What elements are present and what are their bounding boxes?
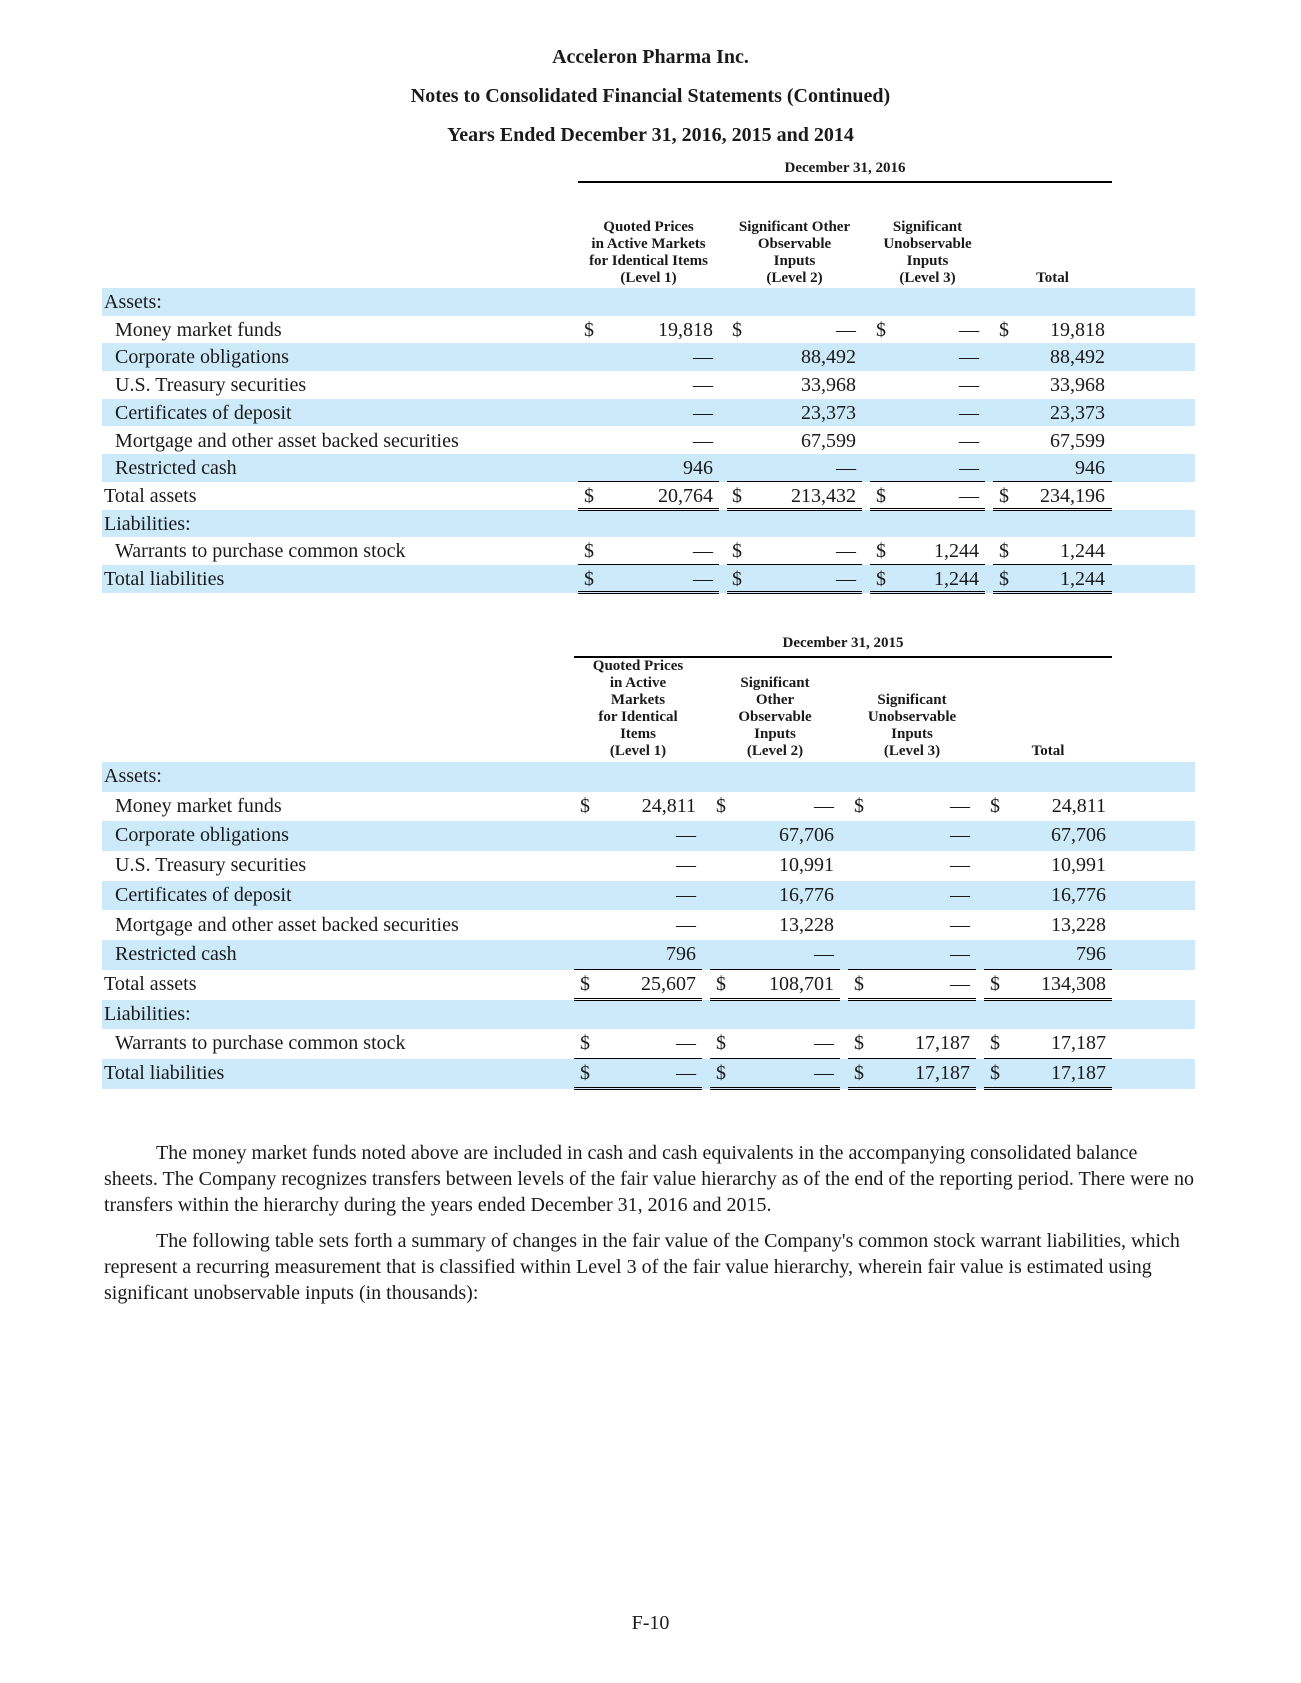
dollar-sign: $: [732, 540, 742, 563]
cell-value: 19,818: [658, 318, 713, 341]
cell-value: 108,701: [769, 972, 834, 995]
period-header: December 31, 2016: [578, 160, 1112, 183]
total-double-rule: [727, 508, 862, 511]
cell-value: 25,607: [641, 972, 696, 995]
cell-value: 24,811: [1051, 794, 1106, 817]
column-header-line: for Identical Items: [589, 253, 708, 269]
dollar-sign: $: [580, 794, 590, 817]
cell-value: 1,244: [1060, 568, 1105, 590]
dollar-sign: $: [716, 1062, 726, 1084]
notes-title: Notes to Consolidated Financial Statements (Continued): [410, 85, 891, 107]
row-label: Warrants to purchase common stock: [115, 540, 406, 563]
period-header: December 31, 2015: [574, 635, 1112, 658]
level-2-column-header: [727, 208, 862, 291]
dollar-sign: $: [584, 318, 594, 341]
cell-value: —: [836, 457, 856, 480]
cell-value: 796: [666, 943, 696, 966]
cell-value: —: [676, 824, 696, 847]
level-3-column-header: [870, 208, 985, 291]
cell-value: 16,776: [779, 883, 834, 906]
page-number: F-10: [631, 1612, 670, 1634]
cell-value: —: [836, 318, 856, 341]
column-header-line: Observable: [757, 236, 832, 252]
table-row: [102, 1059, 1195, 1089]
row-label: Mortgage and other asset backed securities: [115, 913, 459, 936]
column-header-line: Items: [620, 726, 656, 742]
cell-value: —: [693, 540, 713, 563]
table-row: [102, 510, 1195, 538]
dollar-sign: $: [854, 1032, 864, 1055]
dollar-sign: $: [876, 568, 886, 590]
column-header-line: Significant: [892, 219, 963, 235]
table-row: [102, 762, 1195, 792]
column-header-line: Significant: [740, 675, 810, 691]
cell-value: —: [814, 1062, 834, 1084]
total-column-header: [993, 208, 1112, 291]
subtotal-rule: [710, 1058, 840, 1059]
cell-value: 1,244: [1060, 540, 1105, 563]
cell-value: 67,599: [801, 429, 856, 452]
cell-value: 17,187: [1051, 1032, 1106, 1055]
total-double-rule: [574, 998, 702, 1001]
cell-value: —: [693, 374, 713, 397]
cell-value: —: [676, 913, 696, 936]
row-label: Restricted cash: [115, 457, 237, 480]
dollar-sign: $: [732, 568, 742, 590]
cell-value: —: [693, 429, 713, 452]
cell-value: —: [676, 1062, 696, 1084]
column-header-line: Inputs: [906, 253, 949, 269]
dollar-sign: $: [732, 318, 742, 341]
cell-value: —: [959, 318, 979, 341]
subtotal-rule: [574, 969, 702, 970]
fair-value-table-2015: [102, 635, 1195, 1099]
dollar-sign: $: [999, 568, 1009, 590]
dollar-sign: $: [990, 1062, 1000, 1084]
row-label: Liabilities:: [104, 1002, 191, 1025]
cell-value: —: [950, 972, 970, 995]
column-header-line: (Level 2): [766, 270, 823, 286]
cell-value: —: [950, 824, 970, 847]
row-label: Corporate obligations: [115, 824, 289, 847]
cell-value: 234,196: [1040, 484, 1105, 507]
column-header-line: Quoted Prices: [603, 219, 694, 235]
cell-value: 20,764: [658, 484, 713, 507]
subtotal-rule: [870, 481, 985, 482]
cell-value: —: [676, 854, 696, 877]
dollar-sign: $: [584, 568, 594, 590]
table-row: [102, 1000, 1195, 1030]
column-header-line: Significant: [877, 692, 947, 708]
column-header-line: (Level 3): [899, 270, 956, 286]
row-label: Total assets: [104, 484, 197, 507]
cell-value: —: [959, 429, 979, 452]
dollar-sign: $: [854, 972, 864, 995]
table-row: [102, 851, 1195, 881]
cell-value: 88,492: [1050, 346, 1105, 369]
cell-value: —: [959, 457, 979, 480]
column-header-line: Observable: [738, 709, 812, 725]
level-1-column-header: [574, 658, 702, 764]
total-double-rule: [578, 591, 719, 594]
column-header-line: (Level 2): [746, 743, 804, 759]
total-double-rule: [870, 508, 985, 511]
cell-value: 10,991: [1051, 854, 1106, 877]
table-row: [102, 792, 1195, 822]
years-title: Years Ended December 31, 2016, 2015 and 2014: [447, 124, 854, 146]
table-row: [102, 399, 1195, 427]
cell-value: 946: [1075, 457, 1105, 480]
cell-value: 67,706: [1051, 824, 1106, 847]
total-double-rule: [710, 998, 840, 1001]
row-label: Total assets: [104, 972, 197, 995]
row-label: Certificates of deposit: [115, 401, 292, 424]
subtotal-rule: [993, 564, 1112, 565]
column-header-line: Total: [1031, 743, 1065, 759]
cell-value: —: [950, 794, 970, 817]
cell-value: —: [950, 854, 970, 877]
column-header-line: Total: [1036, 270, 1069, 286]
cell-value: 134,308: [1041, 972, 1106, 995]
cell-value: —: [836, 568, 856, 590]
cell-value: —: [950, 943, 970, 966]
row-label: Liabilities:: [104, 512, 191, 535]
cell-value: —: [676, 883, 696, 906]
total-double-rule: [848, 1087, 976, 1090]
cell-value: 1,244: [934, 540, 979, 563]
table-row: [102, 482, 1195, 510]
table-row: [102, 371, 1195, 399]
dollar-sign: $: [999, 484, 1009, 507]
column-header-line: Inputs: [891, 726, 933, 742]
row-label: Corporate obligations: [115, 346, 289, 369]
column-header-line: Other: [755, 692, 795, 708]
table-row: [102, 454, 1195, 482]
total-column-header: [984, 665, 1112, 764]
cell-value: 24,811: [641, 794, 696, 817]
cell-value: 10,991: [779, 854, 834, 877]
cell-value: 17,187: [1051, 1062, 1106, 1084]
cell-value: —: [676, 1032, 696, 1055]
subtotal-rule: [848, 1058, 976, 1059]
money-market-note-paragraph: The money market funds noted above are included in cash and cash equivalents in the accompanying consolidated balance sheets. The Company recognizes transfers between levels of the fair value hierarchy as of the end of the reporting period. There were no transfers within the hierarchy during the years ended December 31, 2016 and 2015.: [104, 1142, 1194, 1216]
row-label: Restricted cash: [115, 943, 237, 966]
cell-value: 16,776: [1051, 883, 1106, 906]
table-row: [102, 881, 1195, 911]
level-1-column-header: [578, 208, 719, 291]
cell-value: 33,968: [1050, 374, 1105, 397]
dollar-sign: $: [990, 794, 1000, 817]
cell-value: 946: [683, 457, 713, 480]
total-double-rule: [870, 591, 985, 594]
dollar-sign: $: [584, 484, 594, 507]
dollar-sign: $: [854, 1062, 864, 1084]
company-name: Acceleron Pharma Inc.: [552, 46, 749, 68]
cell-value: 17,187: [915, 1032, 970, 1055]
total-double-rule: [710, 1087, 840, 1090]
dollar-sign: $: [580, 1062, 590, 1084]
cell-value: 88,492: [801, 346, 856, 369]
row-label: Warrants to purchase common stock: [115, 1032, 406, 1055]
row-label: Assets:: [104, 765, 162, 787]
dollar-sign: $: [999, 540, 1009, 563]
cell-value: 33,968: [801, 374, 856, 397]
column-header-line: in Active: [609, 675, 667, 691]
cell-value: 13,228: [1051, 913, 1106, 936]
subtotal-rule: [984, 969, 1112, 970]
cell-value: —: [959, 401, 979, 424]
column-header-line: Unobservable: [867, 709, 957, 725]
subtotal-rule: [848, 969, 976, 970]
total-double-rule: [993, 508, 1112, 511]
total-double-rule: [984, 1087, 1112, 1090]
cell-value: 67,706: [779, 824, 834, 847]
column-header-line: Quoted Prices: [592, 658, 684, 674]
table-row: [102, 537, 1195, 565]
column-header-line: Inputs: [754, 726, 796, 742]
subtotal-rule: [710, 969, 840, 970]
cell-value: 19,818: [1050, 318, 1105, 341]
row-label: Certificates of deposit: [115, 883, 292, 906]
total-double-rule: [574, 1087, 702, 1090]
column-header-line: Inputs: [773, 253, 816, 269]
dollar-sign: $: [999, 318, 1009, 341]
dollar-sign: $: [854, 794, 864, 817]
column-header-line: Significant Other: [738, 219, 851, 235]
cell-value: —: [814, 794, 834, 817]
subtotal-rule: [870, 564, 985, 565]
dollar-sign: $: [876, 318, 886, 341]
table-row: [102, 821, 1195, 851]
dollar-sign: $: [716, 794, 726, 817]
subtotal-rule: [727, 564, 862, 565]
total-double-rule: [727, 591, 862, 594]
row-label: Mortgage and other asset backed securities: [115, 429, 459, 452]
cell-value: 1,244: [934, 568, 979, 590]
table-row: [102, 970, 1195, 1000]
cell-value: 67,599: [1050, 429, 1105, 452]
cell-value: —: [959, 374, 979, 397]
row-label: Money market funds: [115, 794, 282, 817]
dollar-sign: $: [716, 1032, 726, 1055]
subtotal-rule: [578, 481, 719, 482]
table-row: [102, 565, 1195, 593]
cell-value: —: [814, 1032, 834, 1055]
row-label: U.S. Treasury securities: [115, 854, 307, 877]
row-label: Total liabilities: [104, 568, 225, 590]
dollar-sign: $: [876, 540, 886, 563]
subtotal-rule: [727, 481, 862, 482]
dollar-sign: $: [990, 972, 1000, 995]
cell-value: 23,373: [801, 401, 856, 424]
row-label: U.S. Treasury securities: [115, 374, 307, 397]
cell-value: 13,228: [779, 913, 834, 936]
cell-value: 17,187: [915, 1062, 970, 1084]
column-header-line: Markets: [610, 692, 666, 708]
cell-value: —: [959, 484, 979, 507]
dollar-sign: $: [580, 972, 590, 995]
fair-value-table-2016: [102, 160, 1195, 603]
subtotal-rule: [574, 1058, 702, 1059]
row-label: Total liabilities: [104, 1062, 225, 1084]
level-2-column-header: [710, 665, 840, 764]
table-row: [102, 316, 1195, 344]
subtotal-rule: [993, 481, 1112, 482]
cell-value: 796: [1076, 943, 1106, 966]
subtotal-rule: [578, 564, 719, 565]
dollar-sign: $: [580, 1032, 590, 1055]
subtotal-rule: [984, 1058, 1112, 1059]
total-double-rule: [993, 591, 1112, 594]
dollar-sign: $: [732, 484, 742, 507]
cell-value: —: [950, 913, 970, 936]
cell-value: 213,432: [791, 484, 856, 507]
row-label: Money market funds: [115, 318, 282, 341]
dollar-sign: $: [716, 972, 726, 995]
cell-value: —: [836, 540, 856, 563]
row-label: Assets:: [104, 291, 162, 313]
table-row: [102, 940, 1195, 970]
table-row: [102, 343, 1195, 371]
cell-value: —: [950, 883, 970, 906]
column-header-line: (Level 1): [609, 743, 667, 759]
cell-value: —: [814, 943, 834, 966]
column-header-line: (Level 3): [883, 743, 941, 759]
column-header-line: for Identical: [598, 709, 678, 725]
level-3-column-header: [848, 665, 976, 764]
cell-value: —: [693, 568, 713, 590]
total-double-rule: [984, 998, 1112, 1001]
dollar-sign: $: [990, 1032, 1000, 1055]
column-header-line: (Level 1): [620, 270, 677, 286]
dollar-sign: $: [584, 540, 594, 563]
table-row: [102, 911, 1195, 941]
total-double-rule: [578, 508, 719, 511]
cell-value: 23,373: [1050, 401, 1105, 424]
table-row: [102, 427, 1195, 455]
table-row: [102, 1029, 1195, 1059]
table-row: [102, 288, 1195, 316]
column-header-line: Unobservable: [883, 236, 972, 252]
dollar-sign: $: [876, 484, 886, 507]
warrant-liabilities-intro-paragraph: The following table sets forth a summary of changes in the fair value of the Company's common stock warrant liabilities, which represent a recurring measurement that is classified within Level 3 of the fair value hierarchy, wherein fair value is estimated using significant unobservable inputs (in thousands):: [104, 1230, 1180, 1304]
column-header-line: in Active Markets: [591, 236, 706, 252]
cell-value: —: [693, 346, 713, 369]
cell-value: —: [959, 346, 979, 369]
total-double-rule: [848, 998, 976, 1001]
cell-value: —: [693, 401, 713, 424]
